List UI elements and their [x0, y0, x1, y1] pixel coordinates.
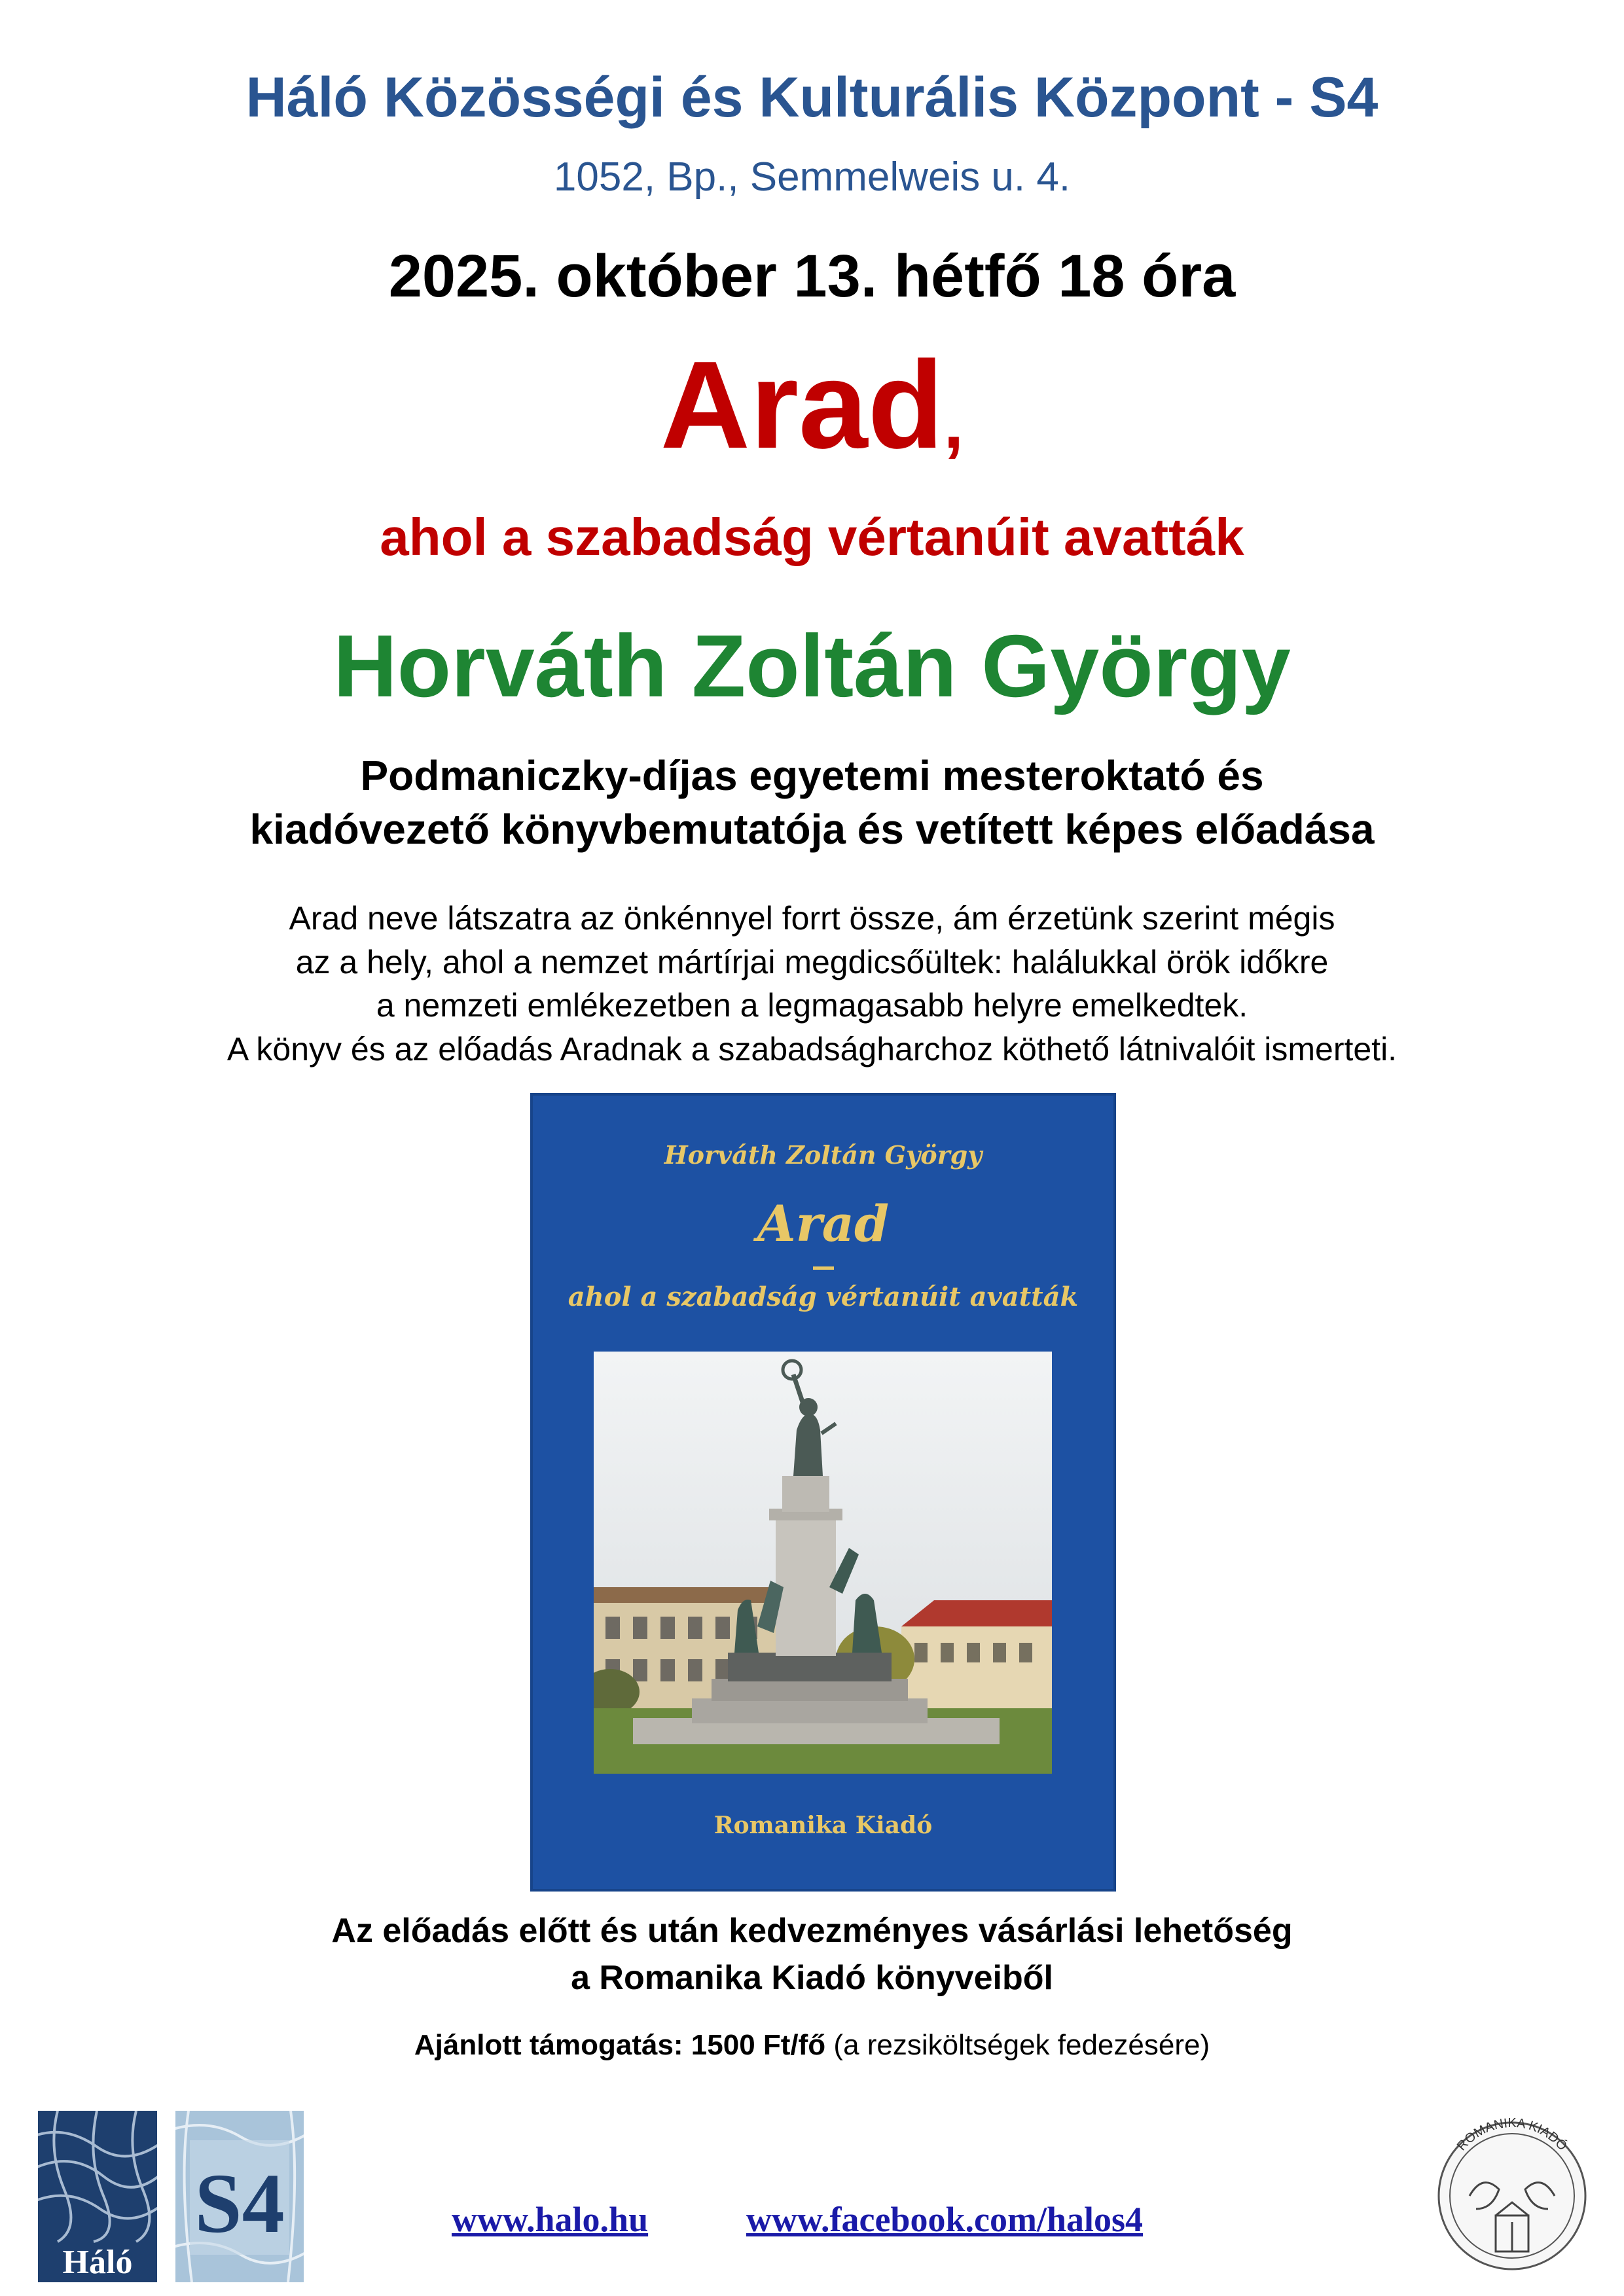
- donation-amount: Ajánlott támogatás: 1500 Ft/fő: [414, 2029, 826, 2061]
- donation-note: (a rezsiköltségek fedezésére): [825, 2029, 1210, 2061]
- halo-logo: [38, 2111, 157, 2282]
- seal-text: ROMANIKA KIADÓ: [1454, 2115, 1570, 2154]
- cover-author: Horváth Zoltán György: [664, 1140, 983, 1170]
- description-line: A könyv és az előadás Aradnak a szabadságharchoz köthető látnivalóit ismerteti.: [226, 1030, 1398, 1067]
- cover-subtitle: ahol a szabadság vértanúit avatták: [568, 1282, 1079, 1312]
- venue-name: Háló Közösségi és Kulturális Központ - S4: [245, 66, 1379, 129]
- monument-photo-illustration: [594, 1352, 1052, 1774]
- description-line: a nemzeti emlékezetben a legmagasabb helyre emelkedtek.: [376, 987, 1248, 1024]
- book-cover: [530, 1093, 1116, 1892]
- speaker-role: [0, 749, 1624, 857]
- s4-logo-text: S4: [194, 2157, 285, 2251]
- speaker-role-line: kiadóvezető könyvbemutatója és vetített képes előadása: [249, 805, 1375, 853]
- cover-dash: [813, 1266, 834, 1270]
- offer-line: Az előadás előtt és után kedvezményes vásárlási lehetőség: [331, 1912, 1293, 1950]
- cover-publisher: Romanika Kiadó: [713, 1812, 933, 1839]
- cover-monument-photo: [594, 1352, 1052, 1774]
- speaker-role-line: Podmaniczky-díjas egyetemi mesteroktató és: [360, 752, 1264, 799]
- offer-line: a Romanika Kiadó könyveiből: [571, 1958, 1053, 1997]
- event-title: [0, 337, 1624, 474]
- romanika-seal-logo: [1430, 2098, 1594, 2281]
- event-title-comma: ,: [943, 383, 964, 463]
- halo-logo-text: Háló: [62, 2244, 133, 2281]
- description-line: az a hely, ahol a nemzet mártírjai megdicsőültek: halálukkal örök időkre: [295, 943, 1329, 980]
- halo-website-link[interactable]: www.halo.hu: [452, 2200, 649, 2239]
- description-line: Arad neve látszatra az önkénnyel forrt össze, ám érzetünk szerint mégis: [289, 900, 1335, 937]
- s4-logo: [175, 2111, 304, 2282]
- event-description: [0, 897, 1624, 1071]
- event-title-text: Arad: [660, 336, 944, 475]
- cover-title: Arad: [757, 1194, 890, 1253]
- purchase-offer: [0, 1908, 1624, 2002]
- facebook-link[interactable]: www.facebook.com/halos4: [746, 2200, 1143, 2239]
- event-subtitle: ahol a szabadság vértanúit avatták: [380, 508, 1244, 566]
- event-datetime: 2025. október 13. hétfő 18 óra: [388, 243, 1236, 310]
- speaker-name: Horváth Zoltán György: [333, 617, 1291, 715]
- suggested-donation: [0, 2029, 1624, 2062]
- venue-address: 1052, Bp., Semmelweis u. 4.: [553, 154, 1071, 200]
